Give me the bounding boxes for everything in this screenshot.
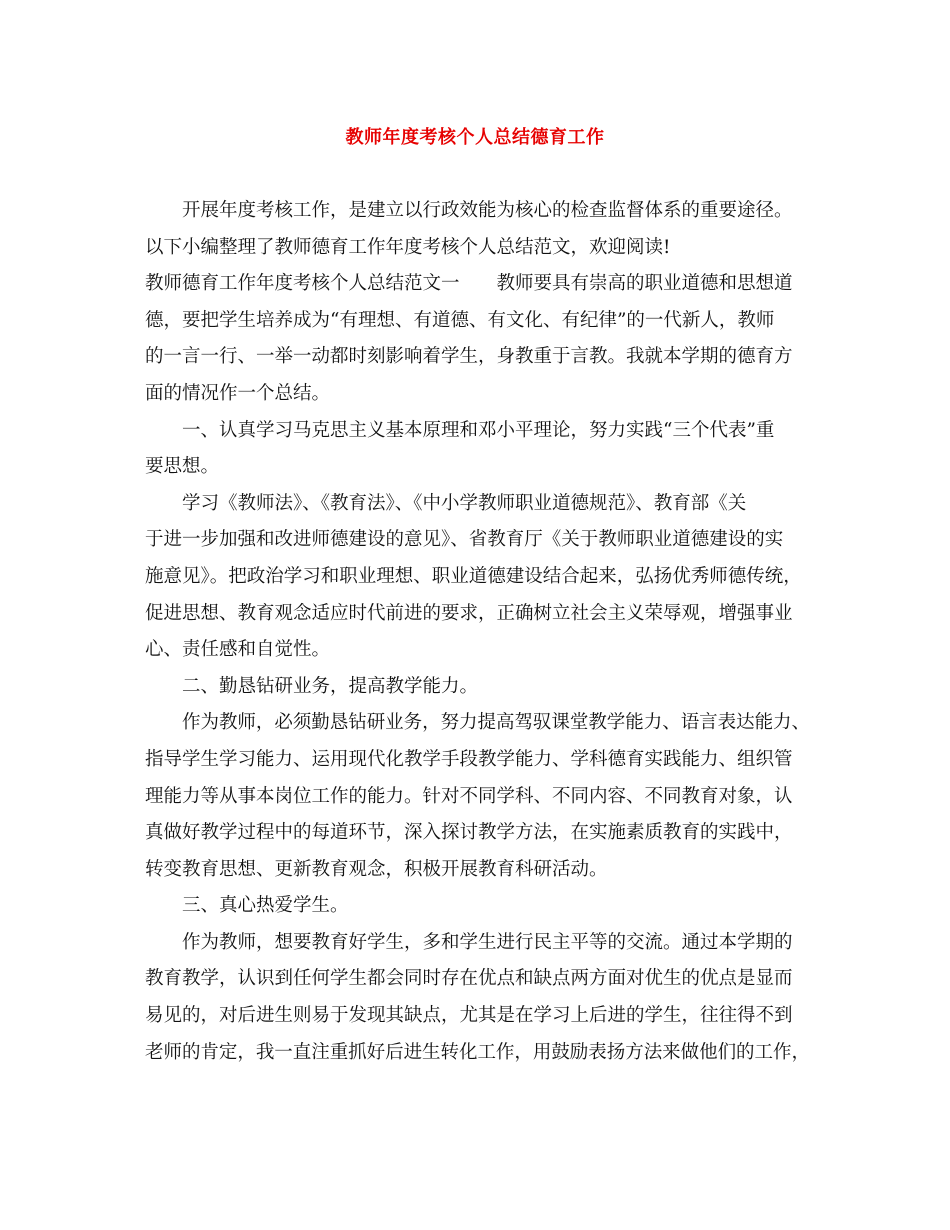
text-line: 一、认真学习马克思主义基本原理和邓小平理论，努力实践“三个代表”重	[182, 419, 775, 441]
text-line: 德，要把学生培养成为“有理想、有道德、有文化、有纪律”的一代新人，教师	[145, 309, 775, 331]
text-line: 真做好教学过程中的每道环节，深入探讨教学方法，在实施素质教育的实践中，	[145, 822, 793, 844]
text-line: 教育教学，认识到任何学生都会同时存在优点和缺点两方面对优生的优点是显而	[145, 968, 793, 990]
text-line: 面的情况作一个总结。	[145, 382, 331, 404]
text-line: 要思想。	[145, 456, 220, 478]
text-line: 指导学生学习能力、运用现代化教学手段教学能力、学科德育实践能力、组织管	[145, 748, 793, 770]
text-line: 理能力等从事本岗位工作的能力。针对不同学科、不同内容、不同教育对象，认	[145, 785, 793, 807]
text-line: 老师的肯定，我一直注重抓好后进生转化工作，用鼓励表扬方法来做他们的工作，	[145, 1041, 810, 1063]
text-line: 开展年度考核工作，是建立以行政效能为核心的检查监督体系的重要途径。	[182, 200, 793, 221]
document-title: 教师年度考核个人总结德育工作	[345, 127, 605, 148]
text-line: 二、勤恳钻研业务，提高教学能力。	[182, 675, 479, 697]
text-line: 易见的，对后进生则易于发现其缺点，尤其是在学习上后进的学生，往往得不到	[145, 1005, 793, 1027]
text-line: 施意见》。把政治学习和职业理想、职业道德建设结合起来，弘扬优秀师德传统，	[145, 565, 802, 587]
text-line: 于进一步加强和改进师德建设的意见》、省教育厅《关于教师职业道德建设的实	[145, 529, 784, 551]
text-line: 促进思想、教育观念适应时代前进的要求，正确树立社会主义荣辱观，增强事业	[145, 602, 793, 624]
text-line: 学习《教师法》、《教育法》、《中小学教师职业道德规范》、教育部《关	[182, 492, 747, 514]
text-line: 教师德育工作年度考核个人总结范文一 教师要具有崇高的职业道德和思想道	[145, 273, 793, 295]
text-line: 心、责任感和自觉性。	[145, 639, 331, 661]
text-line: 转变教育思想、更新教育观念，积极开展教育科研活动。	[145, 858, 608, 880]
text-line: 作为教师，必须勤恳钻研业务，努力提高驾驭课堂教学能力、语言表达能力、	[182, 712, 810, 734]
text-line: 的一言一行、一举一动都时刻影响着学生，身教重于言教。我就本学期的德育方	[145, 346, 793, 368]
text-line: 作为教师，想要教育好学生，多和学生进行民主平等的交流。通过本学期的	[182, 931, 793, 953]
text-line: 以下小编整理了教师德育工作年度考核个人总结范文，欢迎阅读!	[145, 236, 671, 258]
text-line: 三、真心热爱学生。	[182, 895, 349, 917]
document-body	[145, 193, 810, 1071]
